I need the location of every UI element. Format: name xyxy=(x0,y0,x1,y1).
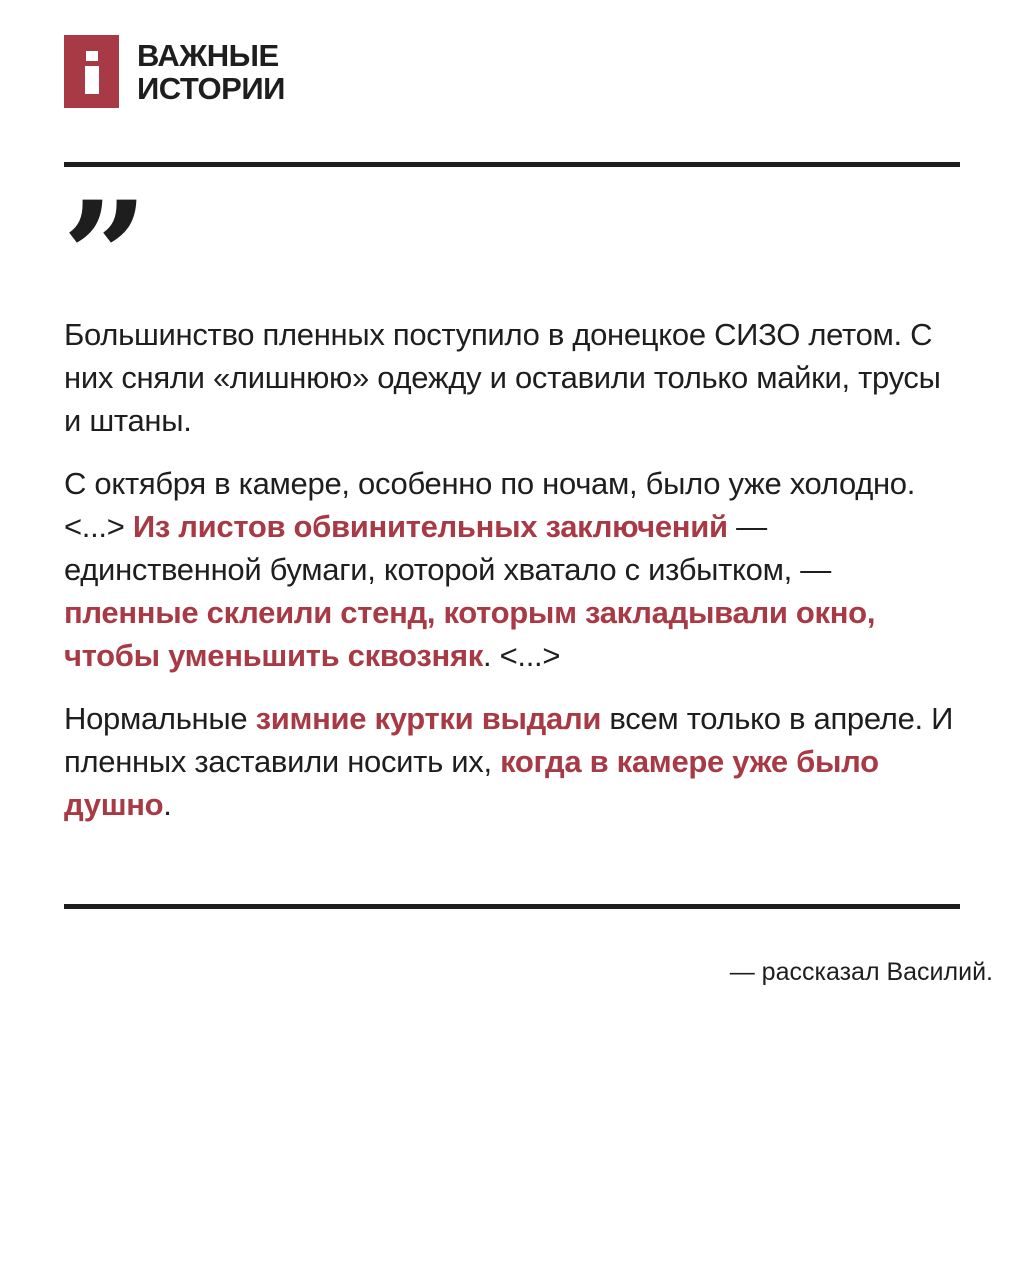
paragraph-3 xyxy=(64,697,964,826)
paragraph-3-highlight-1: зимние куртки выдали xyxy=(255,701,602,736)
paragraph-2-text-1: С октября в камере, особенно по ночам, было уже холодно. <...> xyxy=(64,466,916,544)
brand-logo xyxy=(64,35,285,108)
bottom-divider xyxy=(64,904,960,909)
paragraph-3-text-2: всем только в апреле. И пленных заставили носить их, xyxy=(64,701,954,779)
attribution: — рассказал Василий. xyxy=(729,958,993,986)
paragraph-3-text-3: . xyxy=(163,787,172,822)
closing-quote-icon: ” xyxy=(62,169,143,345)
paragraph-2-text-3: . <...> xyxy=(482,638,561,673)
brand-name-line1: ВАЖНЫЕ xyxy=(137,37,279,73)
brand-i-icon xyxy=(64,35,119,108)
brand-i-dot xyxy=(86,51,98,61)
top-divider xyxy=(64,162,960,167)
paragraph-3-text-1: Нормальные xyxy=(64,701,256,736)
paragraph-2-highlight-2: пленные склеили стенд, которым закладывали окно, чтобы уменьшить сквозняк xyxy=(64,595,876,673)
paragraph-1-text: Большинство пленных поступило в донецкое СИЗО летом. С них сняли «лишнюю» одежду и оставили только майки, трусы и штаны. xyxy=(64,317,941,438)
brand-name-line2: ИСТОРИИ xyxy=(137,70,285,106)
paragraph-3-highlight-2: когда в камере уже было душно xyxy=(64,744,879,822)
paragraph-2-highlight-1: Из листов обвинительных заключений xyxy=(132,509,728,544)
paragraph-2-text-2: — единственной бумаги, которой хватало с избытком, — xyxy=(64,509,831,587)
paragraph-2 xyxy=(64,462,964,677)
brand-name xyxy=(137,39,285,105)
quote-body xyxy=(64,313,964,846)
brand-i-stem xyxy=(85,66,99,94)
paragraph-1 xyxy=(64,313,964,442)
